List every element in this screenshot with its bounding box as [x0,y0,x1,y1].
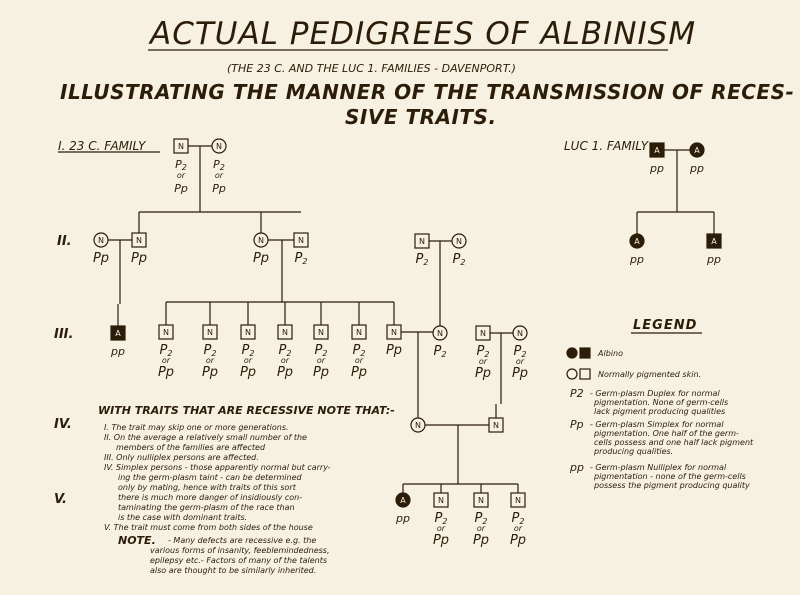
generation-3-label: III. [54,327,74,342]
genotype-label: P2 [513,344,527,359]
person-sex-letter: A [400,496,406,505]
legend-nulliplex-label: pp [570,461,584,474]
person-g3-2 [202,325,218,380]
note-item-10: is the case with dominant traits. [118,513,248,522]
genotype-label: Pp [157,365,175,380]
person-g3-7 [386,325,402,358]
note-text-1: - Many defects are recessive e.g. the [168,536,317,545]
genotype-label: Pp [130,251,148,266]
legend-simplex-line-4: producing qualities. [594,447,674,456]
legend-normal-male-symbol [580,369,590,379]
genotype-label: pp [111,345,125,358]
genotype-label: P2 [294,251,308,266]
legend-simplex-line-3: cells possess and one half lack pigment [594,438,754,447]
person-g3-4 [277,325,293,380]
person-g2-b-f [253,233,269,266]
genotype-label: Pp [350,365,368,380]
person-g3-albino [110,326,125,358]
genotype-label: Pp [474,366,492,381]
genotype-or-label: or [316,356,326,365]
person-sex-letter: N [391,328,397,337]
person-sex-letter: N [437,329,443,338]
person-g2-c-m [415,234,429,267]
person-g3-3 [240,325,256,380]
genotype-or-label: or [515,357,525,366]
person-g4-2 [489,418,503,432]
genotype-label: P2 [278,343,292,358]
person-sex-letter: A [634,237,640,246]
person-sex-letter: N [515,496,521,505]
person-sex-letter: N [282,328,288,337]
legend-albino-male-symbol [580,348,590,358]
person-g2-luc-1 [629,234,644,266]
note-item-5: IV. Simplex persons - those apparently normal but carry- [104,463,331,472]
legend-duplex-line-1: - Germ-plasm Duplex for normal [590,389,720,398]
generation-5-label: V. [54,492,67,507]
person-sex-letter: N [517,329,523,338]
genotype-or-label: or [161,356,171,365]
person-sex-letter: N [480,329,486,338]
person-sex-letter: N [178,142,184,151]
genotype-label: Pp [212,182,226,195]
person-g3-10 [512,326,528,381]
note-item-4: III. Only nulliplex persons are affected. [104,453,259,462]
person-sex-letter: N [478,496,484,505]
genotype-label: P2 [203,343,217,358]
legend-duplex-line-2: pigmentation. None of germ-cells [594,398,729,407]
legend-albino-female-symbol [567,348,577,358]
genotype-label: Pp [92,251,110,266]
person-g3-5 [313,325,329,380]
legend-simplex-line-1: - Germ-plasm Simplex for normal [590,420,724,429]
genotype-label: P2 [434,511,448,526]
genotype-label: P2 [213,158,225,172]
legend-simplex-label: Pp [570,418,584,431]
genotype-or-label: or [205,356,215,365]
person-g5-2 [473,493,489,548]
person-sex-letter: N [163,328,169,337]
note-item-2: II. On the average a relatively small number of the [104,433,307,442]
genotype-label: P2 [175,158,187,172]
genotype-label: Pp [252,251,270,266]
legend-nulliplex-line-2: pigmentation - none of the germ-cells [594,472,746,481]
legend-nulliplex-line-3: possess the pigment producing quality [594,481,750,490]
recessive-notes [98,404,395,575]
person-g3-8 [433,326,447,359]
genotype-label: P2 [415,252,429,267]
person-g5-3 [510,493,526,548]
legend-nulliplex-line-1: - Germ-plasm Nulliplex for normal [590,463,727,472]
person-sex-letter: N [245,328,251,337]
notes-heading: WITH TRAITS THAT ARE RECESSIVE NOTE THAT:- [98,404,395,417]
genotype-label: Pp [432,533,450,548]
person-g3-1 [158,325,174,380]
person-sex-letter: N [438,496,444,505]
person-g3-6 [351,325,367,380]
genotype-label: Pp [174,182,188,195]
legend-albino-label: Albino [598,349,623,358]
generation-4-label: IV. [54,417,72,432]
person-g5-1 [433,493,449,548]
person-g5-albino [395,493,410,525]
note-text-4: also are thought to be similarly inherited. [150,566,317,575]
genotype-label: pp [707,253,721,266]
generation-2-label: II. [57,234,72,249]
person-sex-letter: A [694,146,700,155]
person-g3-9 [475,326,491,381]
genotype-or-label: or [513,524,523,533]
person-sex-letter: N [216,142,222,151]
legend-normal-female-symbol [567,369,577,379]
person-sex-letter: N [98,236,104,245]
person-sex-letter: N [415,421,421,430]
note-item-8: there is much more danger of insidiously con- [118,493,303,502]
person-g2-a-m [131,233,147,266]
genotype-label: P2 [476,344,490,359]
genotype-label: P2 [352,343,366,358]
genotype-label: pp [630,253,644,266]
person-sex-letter: N [318,328,324,337]
genotype-label: P2 [474,511,488,526]
genotype-label: pp [396,512,410,525]
genotype-or-label: or [476,524,486,533]
heading-line-2: SIVE TRAITS. [345,105,497,129]
chart-subtitle: (THE 23 C. AND THE LUC 1. FAMILIES - DAVENPORT.) [227,62,516,75]
person-sex-letter: N [456,237,462,246]
genotype-label: Pp [239,365,257,380]
family-23c-label: I. 23 C. FAMILY [58,139,146,153]
note-item-7: only by mating, hence with traits of this sort [118,483,296,492]
person-g2-c-f [452,234,466,267]
person-sex-letter: A [115,329,121,338]
genotype-label: Pp [276,365,294,380]
genotype-or-label: or [280,356,290,365]
person-sex-letter: A [654,146,660,155]
genotype-label: Pp [509,533,527,548]
genotype-label: Pp [511,366,529,381]
person-sex-letter: N [258,236,264,245]
person-g1-23c-f [212,139,226,195]
person-g2-b-m [294,233,308,266]
genotype-label: P2 [241,343,255,358]
person-sex-letter: N [207,328,213,337]
person-g2-a-f [93,233,109,266]
genotype-label: Pp [201,365,219,380]
legend-normal-label: Normally pigmented skin. [598,370,702,379]
person-g1-23c-m [174,139,188,195]
note-item-11: V. The trait must come from both sides of the house [104,523,313,532]
heading-line-1: ILLUSTRATING THE MANNER OF THE TRANSMISSION OF RECES- [60,80,795,104]
note-item-3: members of the families are affected [116,443,266,452]
note-text-2: various forms of insanity, feeblemindedness, [150,546,330,555]
genotype-label: Pp [312,365,330,380]
legend-heading: LEGEND [633,318,698,333]
person-sex-letter: N [298,236,304,245]
genotype-or-label: or [436,524,446,533]
legend [567,318,754,490]
genotype-label: Pp [385,343,403,358]
person-sex-letter: N [419,237,425,246]
genotype-label: pp [650,162,664,175]
chart-title: ACTUAL PEDIGREES OF ALBINISM [150,16,697,52]
person-g1-luc-m [649,143,664,175]
genotype-label: P2 [511,511,525,526]
person-g2-luc-2 [706,234,721,266]
genotype-or-label: or [243,356,253,365]
genotype-or-label: or [478,357,488,366]
genotype-label: P2 [452,252,466,267]
genotype-label: P2 [433,344,447,359]
person-g4-1 [411,418,425,432]
note-text-3: epilepsy etc.- Factors of many of the talents [150,556,328,565]
genotype-label: Pp [472,533,490,548]
family-luc-label: LUC 1. FAMILY [564,139,649,153]
note-item-6: ing the germ-plasm taint - can be determined [118,473,302,482]
genotype-or-label: or [214,171,224,180]
legend-simplex-line-2: pigmentation. One half of the germ- [594,429,739,438]
person-sex-letter: N [493,421,499,430]
person-sex-letter: N [356,328,362,337]
genotype-label: P2 [159,343,173,358]
legend-duplex-line-3: lack pigment producing qualities [594,407,726,416]
note-item-9: taminating the germ-plasm of the race than [118,503,295,512]
person-sex-letter: A [711,237,717,246]
genotype-or-label: or [176,171,186,180]
note-heading: NOTE. [118,534,156,547]
note-item-1: I. The trait may skip one or more generations. [104,423,289,432]
genotype-label: P2 [314,343,328,358]
person-sex-letter: N [136,236,142,245]
person-g1-luc-f [689,143,704,175]
legend-duplex-label: P2 [570,387,584,400]
genotype-label: pp [690,162,704,175]
genotype-or-label: or [354,356,364,365]
